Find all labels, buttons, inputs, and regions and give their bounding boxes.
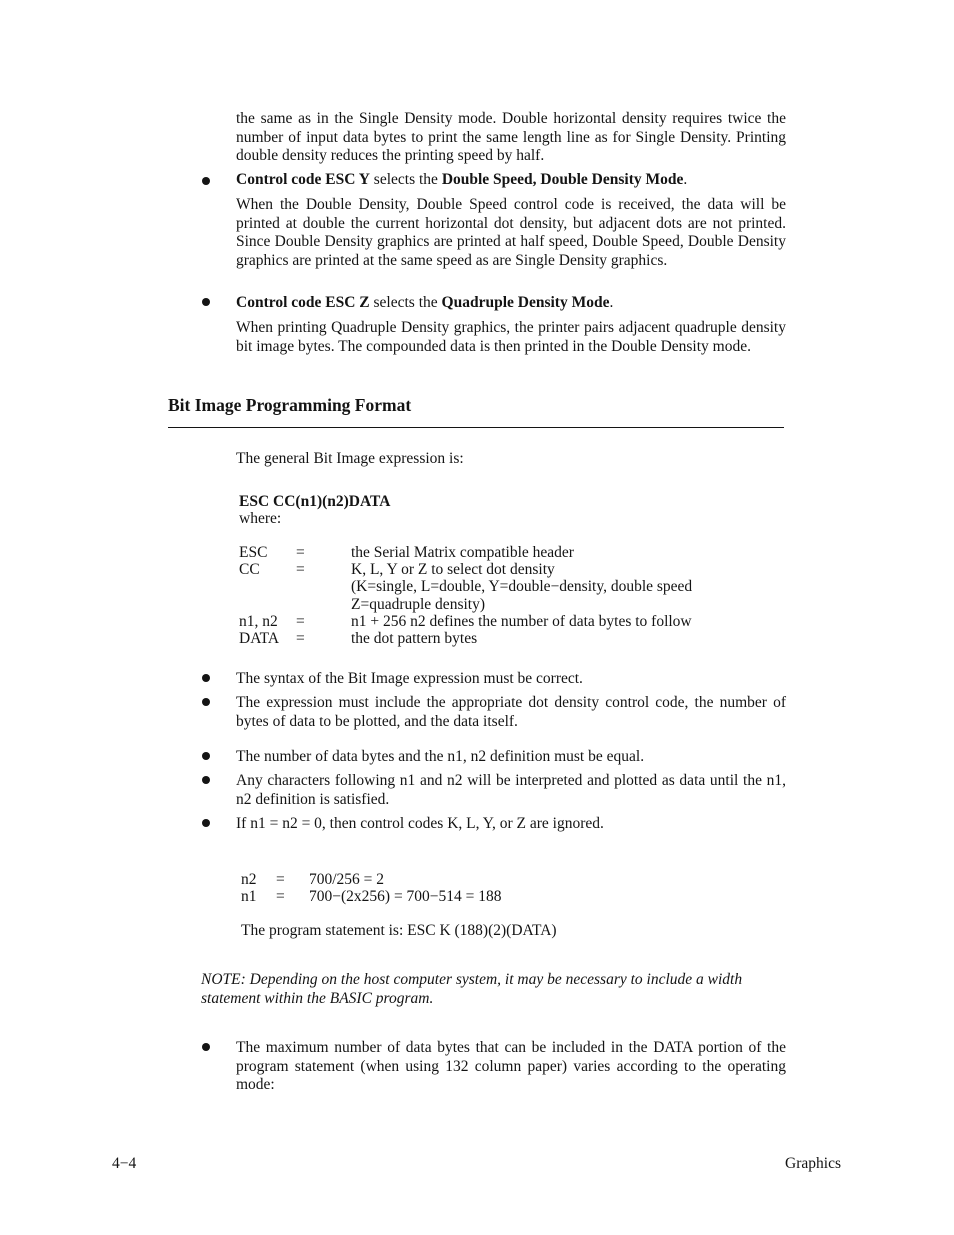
mode-label: Quadruple Density Mode <box>441 294 610 311</box>
footer-section-title: Graphics <box>785 1155 841 1172</box>
definition-description: the dot pattern bytes <box>351 630 478 647</box>
calculation-variable: n1 <box>241 888 257 905</box>
definition-term: CC <box>239 561 260 578</box>
intro-paragraph: the same as in the Single Density mode. Double horizontal density requires twice the number of input data bytes to print the same length line as for Single Density. Printing double density reduces the printing speed by half. <box>236 110 786 165</box>
final-bullet-text: The maximum number of data bytes that can be included in the DATA portion of the program statement (when using 132 column paper) varies according to the operating mode: <box>236 1039 786 1094</box>
definition-description: K, L, Y or Z to select dot density <box>351 561 555 578</box>
bullet-icon <box>202 674 210 682</box>
bullet-icon <box>202 1043 210 1051</box>
bullet-icon <box>202 776 210 784</box>
label-connector: selects the <box>369 294 442 311</box>
program-statement: The program statement is: ESC K (188)(2)(DATA) <box>241 922 557 939</box>
rule-item: The syntax of the Bit Image expression must be correct. <box>236 670 583 687</box>
definition-equals: = <box>296 630 305 647</box>
calculation-equals: = <box>276 871 285 888</box>
section-heading: Bit Image Programming Format <box>168 395 412 415</box>
bullet-esc-z-label <box>236 294 786 313</box>
mode-label: Double Speed, Double Density Mode <box>441 171 684 188</box>
heading-divider <box>168 427 784 428</box>
bullet-icon <box>202 177 210 185</box>
definition-description: the Serial Matrix compatible header <box>351 544 574 561</box>
calculation-equals: = <box>276 888 285 905</box>
definition-description: n1 + 256 n2 defines the number of data bytes to follow <box>351 613 692 630</box>
control-code-label: Control code ESC Y <box>236 171 370 188</box>
bullet-esc-z-body: When printing Quadruple Density graphics, the printer pairs adjacent quadruple density bit image bytes. The compounded data is then printed in the Double Density mode. <box>236 319 786 355</box>
expression-syntax: ESC CC(n1)(n2)DATA <box>239 493 391 510</box>
label-period: . <box>683 171 688 188</box>
general-expression-intro: The general Bit Image expression is: <box>236 450 464 467</box>
where-label: where: <box>239 510 282 527</box>
label-period: . <box>609 294 614 311</box>
bullet-esc-y-body: When the Double Density, Double Speed control code is received, the data will be printed at double the current horizontal dot density, but adjacent dots are not printed. Since Double Density graphics are printed at half speed, Double Speed, Double Density graphics are printed at the same speed as are Single Density graphics. <box>236 196 786 269</box>
calculation-value: 700−(2x256) = 700−514 = 188 <box>309 888 502 905</box>
bullet-icon <box>202 819 210 827</box>
definition-description: Z=quadruple density) <box>351 596 485 613</box>
bullet-icon <box>202 698 210 706</box>
label-connector: selects the <box>369 171 442 188</box>
definition-equals: = <box>296 561 305 578</box>
bullet-esc-y-label <box>236 171 786 190</box>
rule-item: The number of data bytes and the n1, n2 definition must be equal. <box>236 748 645 765</box>
rule-item: The expression must include the appropriate dot density control code, the number of bytes of data to be plotted, and the data itself. <box>236 694 786 730</box>
bullet-icon <box>202 752 210 760</box>
calculation-variable: n2 <box>241 871 257 888</box>
definition-equals: = <box>296 613 305 630</box>
definition-term: DATA <box>239 630 280 647</box>
rule-item: Any characters following n1 and n2 will be interpreted and plotted as data until the n1, n2 definition is satisfied. <box>236 772 786 808</box>
calculation-value: 700/256 = 2 <box>309 871 385 888</box>
rule-item: If n1 = n2 = 0, then control codes K, L, Y, or Z are ignored. <box>236 815 604 832</box>
control-code-label: Control code ESC Z <box>236 294 370 311</box>
bullet-icon <box>202 298 210 306</box>
definition-equals: = <box>296 544 305 561</box>
note-text: NOTE: Depending on the host computer system, it may be necessary to include a width statement within the BASIC program. <box>201 971 743 1007</box>
definition-description: (K=single, L=double, Y=double−density, double speed <box>351 578 693 595</box>
definition-term: n1, n2 <box>239 613 278 630</box>
page-number: 4−4 <box>112 1155 137 1172</box>
definition-term: ESC <box>239 544 268 561</box>
